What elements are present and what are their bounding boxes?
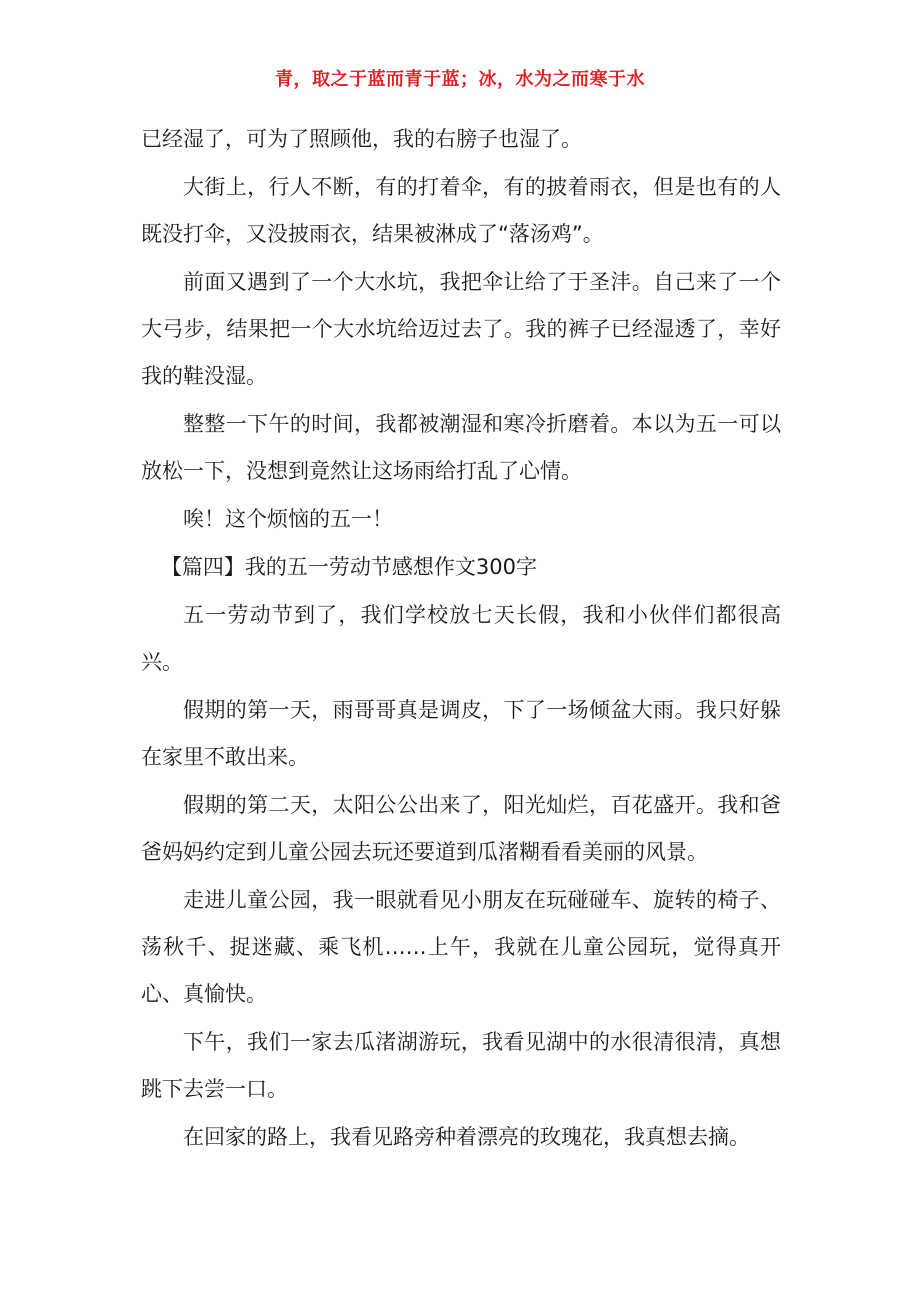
paragraph: 大街上，行人不断，有的打着伞，有的披着雨衣，但是也有的人既没打伞，又没披雨衣，结果被淋成了“落汤鸡”。 [141, 175, 781, 246]
paragraph: 在回家的路上，我看见路旁种着漂亮的玫瑰花，我真想去摘。 [183, 1125, 750, 1149]
paragraph: 假期的第二天，太阳公公出来了，阳光灿烂，百花盛开。我和爸爸妈妈约定到儿童公园去玩还要道到瓜渚糊看看美丽的风景。 [141, 793, 781, 864]
paragraph: 整整一下午的时间，我都被潮湿和寒冷折磨着。本以为五一可以放松一下，没想到竟然让这场雨给打乱了心情。 [141, 412, 781, 483]
document-body [141, 116, 781, 1162]
paragraph: 下午，我们一家去瓜渚湖游玩，我看见湖中的水很清很清，真想跳下去尝一口。 [141, 1030, 781, 1101]
paragraph: 五一劳动节到了，我们学校放七天长假，我和小伙伴们都很高兴。 [141, 603, 781, 674]
paragraph: 唉！这个烦恼的五一！ [183, 507, 393, 531]
header-motto: 青，取之于蓝而青于蓝；冰，水为之而寒于水 [275, 69, 645, 90]
section-heading: 【篇四】我的五一劳动节感想作文300字 [160, 555, 538, 579]
paragraph: 假期的第一天，雨哥哥真是调皮，下了一场倾盆大雨。我只好躲在家里不敢出来。 [141, 698, 781, 769]
paragraph: 走进儿童公园，我一眼就看见小朋友在玩碰碰车、旋转的椅子、荡秋千、捉迷藏、乘飞机……上午，我就在儿童公园玩，觉得真开心、真愉快。 [141, 888, 781, 1006]
paragraph: 已经湿了，可为了照顾他，我的右膀子也湿了。 [141, 127, 582, 151]
paragraph: 前面又遇到了一个大水坑，我把伞让给了于圣沣。自己来了一个大弓步，结果把一个大水坑给迈过去了。我的裤子已经湿透了，幸好我的鞋没湿。 [141, 270, 781, 388]
